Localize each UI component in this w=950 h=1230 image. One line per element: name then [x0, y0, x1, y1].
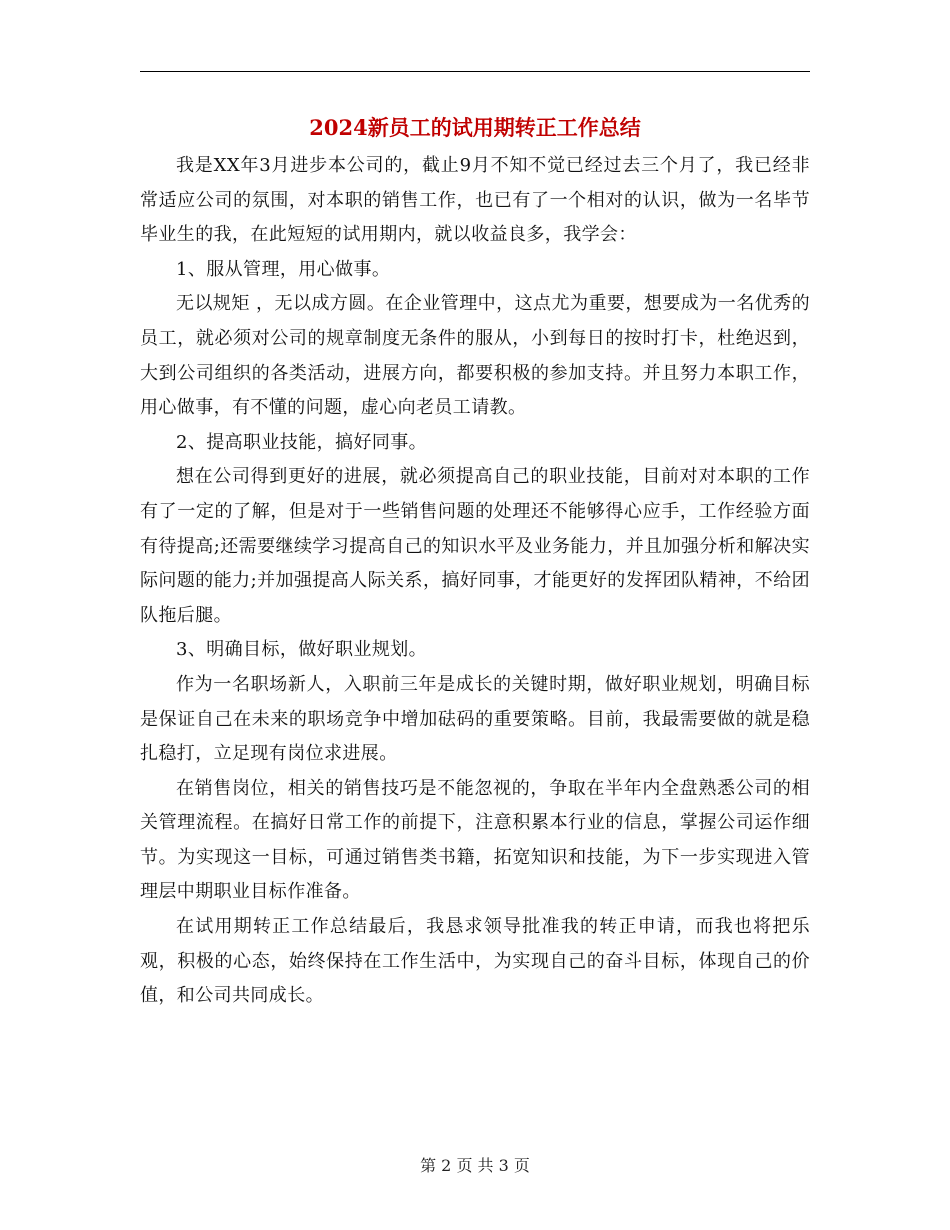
- header-rule: [140, 71, 810, 72]
- section-heading-3: 3、明确目标，做好职业规划。: [176, 639, 428, 661]
- section-heading-2: 2、提高职业技能，搞好同事。: [176, 431, 428, 453]
- section-paragraph-3a: 作为一名职场新人，入职前三年是成长的关键时期，做好职业规划，明确目标是保证自己在未来的职场竞争中增加砝码的重要策略。目前，我最需要做的就是稳扎稳打，立足现有岗位求进展。: [140, 673, 810, 765]
- section-paragraph-3b: 在销售岗位，相关的销售技巧是不能忽视的，争取在半年内全盘熟悉公司的相关管理流程。在搞好日常工作的前提下，注意积累本行业的信息，掌握公司运作细节。为实现这一目标，可通过销售类书籍，拓宽知识和技能，为下一步实现进入管理层中期职业目标作准备。: [140, 777, 810, 903]
- intro-paragraph: 我是XX年3月进步本公司的，截止9月不知不觉已经过去三个月了，我已经非常适应公司的氛围，对本职的销售工作，也已有了一个相对的认识，做为一名毕节毕业生的我，在此短短的试用期内，就以收益良多，我学会：: [140, 155, 810, 246]
- closing-paragraph: 在试用期转正工作总结最后，我恳求领导批准我的转正申请，而我也将把乐观，积极的心态，始终保持在工作生活中，为实现自己的奋斗目标，体现自己的价值，和公司共同成长。: [140, 916, 810, 1007]
- page-title: 2024新员工的试用期转正工作总结: [309, 115, 641, 140]
- document-body: [140, 149, 810, 1014]
- section-paragraph-2: 想在公司得到更好的进展，就必须提高自己的职业技能，目前对对本职的工作有了一定的了解，但是对于一些销售问题的处理还不能够得心应手，工作经验方面有待提高;还需要继续学习提高自己的知识水平及业务能力，并且加强分析和解决实际问题的能力;并加强提高人际关系，搞好同事，才能更好的发挥团队精神，不给团队拖后腿。: [140, 466, 810, 626]
- section-heading-1: 1、服从管理，用心做事。: [176, 258, 391, 280]
- section-paragraph-1: 无以规矩 ，无以成方圆。在企业管理中，这点尤为重要，想要成为一名优秀的员工，就必须对公司的规章制度无条件的服从，小到每日的按时打卡，杜绝迟到，大到公司组织的各类活动，进展方向，都要积极的参加支持。并且努力本职工作，用心做事，有不懂的问题，虚心向老员工请教。: [140, 293, 810, 419]
- page-number-footer: 第 2 页 共 3 页: [420, 1156, 530, 1175]
